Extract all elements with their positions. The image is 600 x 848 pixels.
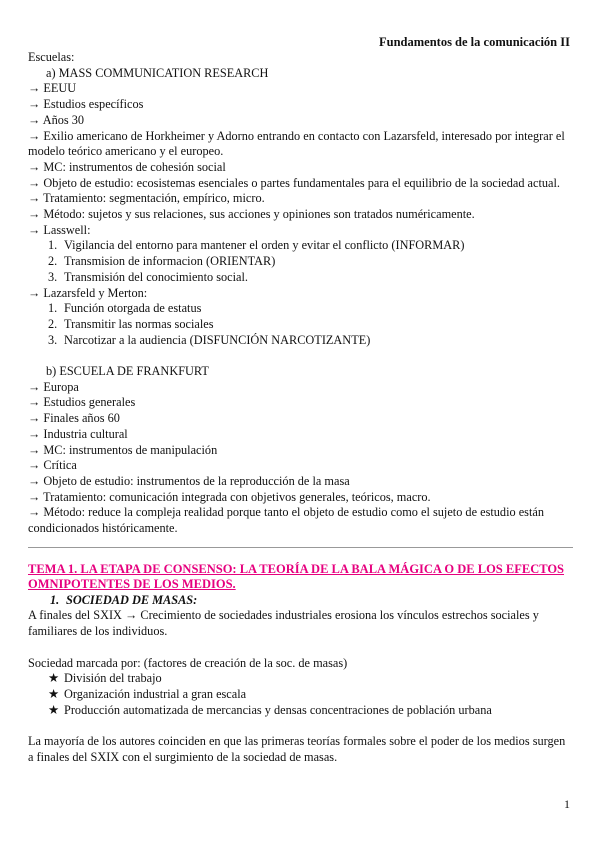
intro-text: Escuelas:	[28, 50, 75, 64]
subsection-number: 1.	[50, 592, 60, 607]
subsection-title	[28, 593, 573, 609]
item-text: Producción automatizada de mercancias y densas concentraciones de población urbana	[64, 702, 492, 717]
paragraph: A finales del SXIX → Crecimiento de sociedades industriales erosiona los vínculos estrechos sociales y familiares de los individuos.	[28, 608, 539, 639]
item-text: Narcotizar a la audiencia (DISFUNCIÓN NARCOTIZANTE)	[64, 332, 371, 347]
item-number: 1.	[48, 238, 58, 253]
item-number: 3.	[48, 269, 58, 284]
list-item: → Industria cultural	[28, 426, 128, 441]
list-item: → Años 30	[28, 112, 85, 127]
spacer	[28, 718, 573, 734]
list-item: → Tratamiento: comunicación integrada con objetivos generales, teóricos, macro.	[28, 489, 431, 504]
list-item: → Estudios generales	[28, 395, 136, 410]
list-item: → Objeto de estudio: ecosistemas esenciales o partes fundamentales para el equilibrio de la sociedad actual.	[28, 175, 560, 190]
list-item: → Lasswell:	[28, 222, 91, 237]
subsection-label: SOCIEDAD DE MASAS:	[66, 592, 198, 607]
list-item: → Finales años 60	[28, 411, 120, 426]
page-header: Fundamentos de la comunicación II	[379, 35, 570, 49]
list-item: → Lazarsfeld y Merton:	[28, 285, 148, 300]
tema-title: TEMA 1. LA ETAPA DE CONSENSO: LA TEORÍA DE LA BALA MÁGICA O DE LOS EFECTOS OMNIPOTENTES DE LOS MEDIOS.	[28, 561, 565, 592]
list-item: → Europa	[28, 379, 79, 394]
divider	[28, 547, 573, 548]
numbered-item	[28, 317, 573, 333]
spacer	[28, 640, 573, 656]
numbered-item	[28, 254, 573, 270]
section-a-title: a) MASS COMMUNICATION RESEARCH	[46, 65, 269, 80]
paragraph: Sociedad marcada por: (factores de creación de la soc. de masas)	[28, 655, 348, 670]
numbered-item	[28, 270, 573, 286]
list-item: → MC: instrumentos de manipulación	[28, 442, 218, 457]
star-icon: ★	[48, 671, 60, 686]
paragraph: La mayoría de los autores coinciden en que las primeras teorías formales sobre el poder de los medios surgen a finales del SXIX con el surgimiento de la sociedad de masas.	[28, 734, 566, 764]
numbered-item	[28, 333, 573, 349]
list-item: → Método: reduce la compleja realidad porque tanto el objeto de estudio como el sujeto de estudio están condicionados históricamente.	[28, 505, 544, 536]
item-number: 3.	[48, 332, 58, 347]
star-item	[28, 703, 573, 719]
star-item	[28, 671, 573, 687]
star-item	[28, 687, 573, 703]
item-text: División del trabajo	[64, 671, 162, 686]
list-item: → MC: instrumentos de cohesión social	[28, 159, 226, 174]
item-text: Organización industrial a gran escala	[64, 686, 247, 701]
item-text: Transmitir las normas sociales	[64, 316, 214, 331]
list-item: → Crítica	[28, 458, 77, 473]
numbered-item	[28, 301, 573, 317]
item-text: Transmisión del conocimiento social.	[64, 269, 248, 284]
numbered-item	[28, 238, 573, 254]
item-text: Vigilancia del entorno para mantener el orden y evitar el conflicto (INFORMAR)	[64, 238, 465, 253]
item-number: 1.	[48, 301, 58, 316]
item-text: Transmision de informacion (ORIENTAR)	[64, 254, 276, 269]
page-content	[28, 50, 573, 765]
list-item: → Objeto de estudio: instrumentos de la reproducción de la masa	[28, 473, 350, 488]
star-icon: ★	[48, 702, 60, 717]
list-item: → Tratamiento: segmentación, empírico, micro.	[28, 191, 265, 206]
list-item: → Exilio americano de Horkheimer y Adorno entrando en contacto con Lazarsfeld, interesado por integrar el modelo teórico americano y el europeo.	[28, 128, 565, 159]
item-number: 2.	[48, 316, 58, 331]
spacer	[28, 348, 573, 364]
list-item: → Estudios específicos	[28, 97, 144, 112]
item-number: 2.	[48, 254, 58, 269]
star-icon: ★	[48, 686, 60, 701]
page-number: 1	[564, 797, 570, 811]
list-item: → EEUU	[28, 81, 77, 96]
item-text: Función otorgada de estatus	[64, 301, 202, 316]
section-b-title: b) ESCUELA DE FRANKFURT	[46, 364, 209, 379]
list-item: → Método: sujetos y sus relaciones, sus acciones y opiniones son tratados numéricamente.	[28, 207, 475, 222]
